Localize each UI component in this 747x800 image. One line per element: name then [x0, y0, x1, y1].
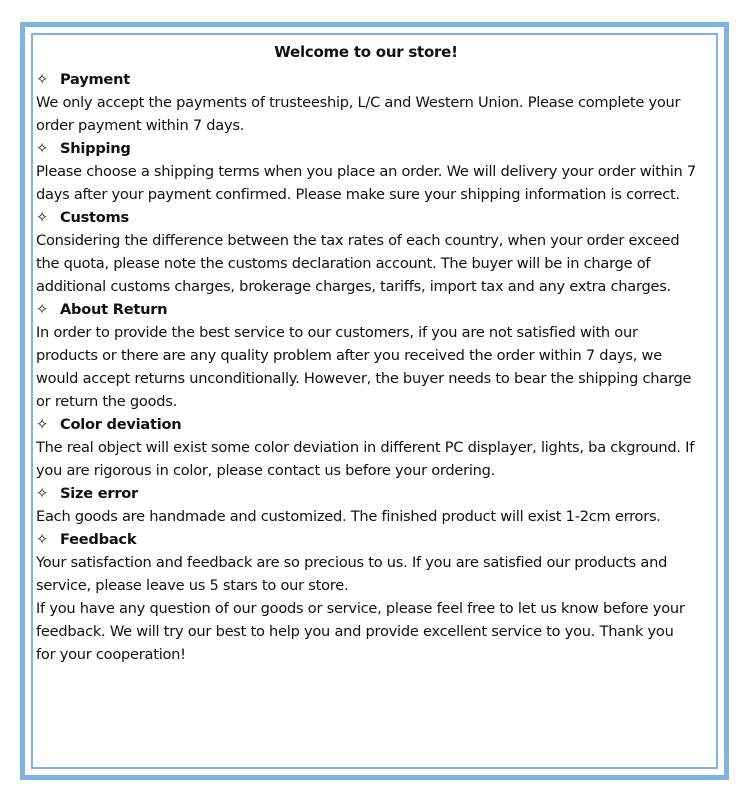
section-text: We only accept the payments of trusteeship, L/C and Western Union. Please complete your order payment within 7 days. — [36, 94, 681, 134]
section-heading — [36, 482, 696, 505]
section-heading — [36, 528, 696, 551]
section-size-error — [36, 482, 696, 528]
section-text: Each goods are handmade and customized. The finished product will exist 1-2cm errors. — [36, 508, 661, 525]
section-heading-label: Feedback — [60, 531, 137, 548]
star-bullet-icon: ✧ — [36, 71, 48, 88]
section-customs — [36, 206, 696, 298]
section-heading-label: Size error — [60, 485, 139, 502]
star-bullet-icon: ✧ — [36, 485, 48, 502]
section-heading — [36, 298, 696, 321]
star-bullet-icon: ✧ — [36, 140, 48, 157]
section-text: If you have any question of our goods or service, please feel free to let us know before your feedback. We will try our best to help you and provide excellent service to you. Thank you for your cooperation! — [36, 600, 685, 663]
section-color-deviation — [36, 413, 696, 482]
section-about-return — [36, 298, 696, 413]
section-heading-label: Customs — [60, 209, 129, 226]
section-heading-label: Shipping — [60, 140, 131, 157]
section-heading-label: About Return — [60, 301, 168, 318]
star-bullet-icon: ✧ — [36, 209, 48, 226]
section-text: Considering the difference between the tax rates of each country, when your order exceed the quota, please note the customs declaration account. The buyer will be in charge of additional customs charges, brokerage charges, tariffs, import tax and any extra charges. — [36, 232, 680, 295]
section-shipping — [36, 137, 696, 206]
section-heading-label: Payment — [60, 71, 130, 88]
store-policy-notice — [36, 38, 696, 666]
star-bullet-icon: ✧ — [36, 531, 48, 548]
section-text: Your satisfaction and feedback are so precious to us. If you are satisfied our products and service, please leave us 5 stars to our store. — [36, 554, 668, 594]
section-payment — [36, 68, 696, 137]
section-text: In order to provide the best service to our customers, if you are not satisfied with our products or there are any quality problem after you received the order within 7 days, we would accept returns unconditionally. However, the buyer needs to bear the shipping charge or return the goods. — [36, 324, 692, 410]
section-heading — [36, 206, 696, 229]
section-heading — [36, 413, 696, 436]
section-heading — [36, 137, 696, 160]
section-heading-label: Color deviation — [60, 416, 182, 433]
section-text: Please choose a shipping terms when you place an order. We will delivery your order within 7 days after your payment confirmed. Please make sure your shipping information is correct. — [36, 163, 696, 203]
section-feedback — [36, 528, 696, 666]
section-heading — [36, 68, 696, 91]
page-title: Welcome to our store! — [274, 43, 458, 61]
star-bullet-icon: ✧ — [36, 416, 48, 433]
section-text: The real object will exist some color deviation in different PC displayer, lights, ba ckground. If you are rigorous in color, please contact us before your ordering. — [36, 439, 695, 479]
star-bullet-icon: ✧ — [36, 301, 48, 318]
